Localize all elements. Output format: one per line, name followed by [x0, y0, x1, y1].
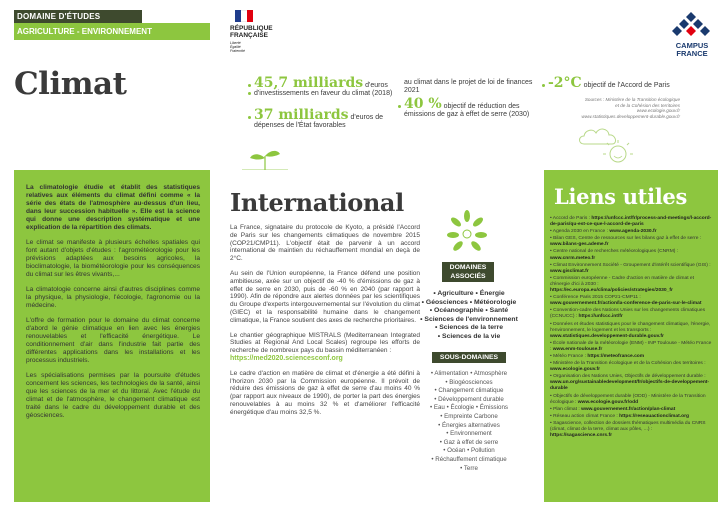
- link-url[interactable]: www.ecologie.gouv.fr/odd: [577, 399, 639, 405]
- stat-accord-paris: [548, 75, 678, 91]
- stat-depenses-suite: au climat dans le projet de loi de finances 2021: [404, 79, 533, 94]
- stat-text: objectif de l'Accord de Paris: [581, 82, 670, 89]
- link-item: [550, 236, 714, 248]
- field-tag: AGRICULTURE - ENVIRONNEMENT: [14, 23, 210, 40]
- list-item: • Empreinte Carbone: [440, 412, 498, 420]
- link-item: [550, 414, 714, 420]
- link-item: [550, 421, 714, 439]
- link-label: • Conférence Paris 2015 COP21-CMP11 :: [550, 295, 641, 301]
- link-item: [550, 216, 714, 228]
- stat-value: 37 milliards: [254, 107, 349, 123]
- cadre-action-paragraph: Le cadre d'action en matière de climat et d'énergie a été défini à l'horizon 2030 par la Commission européenne. Il prévoit de réduire des émissions de gaz à effet de serre d'au moins 40 % (par rapport aux niveaux de 1990), de porter la part des énergies renouvelables à au moins 32 % et d'améliorer l'efficacité énergétique d'au moins 32,5 %.: [230, 369, 420, 416]
- list-item: • Sciences de la terre: [434, 324, 504, 331]
- link-url[interactable]: www.cnrm.meteo.fr: [550, 255, 596, 261]
- link-url[interactable]: www.gouvernement.fr/action/plan-climat: [581, 406, 676, 412]
- stat-text: d'euros de dépenses de l'État favorables: [254, 114, 383, 129]
- disciplines-paragraph: La climatologie concerne ainsi d'autres disciplines comme la physique, la physiologie, l'écologie, l'agronomie ou la médecine.: [26, 286, 200, 309]
- liens-utiles-title: Liens utiles: [554, 184, 688, 209]
- stat-value: 45,7 milliards: [254, 75, 364, 91]
- domaines-associes-list: [412, 290, 526, 341]
- list-item: • Environnement: [446, 430, 492, 438]
- republique-francaise-logo: [230, 10, 290, 53]
- link-label: • Organisation des Nations Unies, Objectifs de développement durable :: [550, 374, 706, 380]
- list-item: • Gaz à effet de serre: [439, 438, 499, 446]
- link-url[interactable]: www.ecologie.gouv.fr: [550, 367, 600, 373]
- bullet-dot-icon: [398, 105, 401, 108]
- link-url[interactable]: https://unfccc.int/fr/process-and-meetings/l-accord-de-paris/qu-est-ce-que-l-accord-de-paris: [550, 216, 712, 228]
- stat-text: d'euros d'investissements en faveur du climat (2018): [254, 82, 393, 97]
- domaines-associes-label: DOMAINES ASSOCIÉS: [442, 262, 494, 282]
- link-label: • Climat Environnement Société - Groupement d'intérêt scientifique (GIS) :: [550, 262, 711, 268]
- liens-utiles-list: [550, 216, 714, 440]
- link-label: • Réseau action climat France :: [550, 413, 620, 419]
- link-label: • Centre national de recherches météorologiques (CNRM) :: [550, 249, 679, 255]
- international-body: [230, 224, 420, 424]
- list-item: • Océanographie • Santé: [429, 307, 509, 314]
- list-item: • Eau • Écologie • Émissions: [429, 404, 509, 412]
- stat-reduction: [404, 96, 542, 119]
- link-url[interactable]: www.statistiques.developpement-durable.gouv.fr: [550, 333, 664, 339]
- link-item: [550, 249, 714, 261]
- bullet-dot-icon: [542, 84, 545, 87]
- link-url[interactable]: www.bilans-ges.ademe.fr: [550, 242, 609, 248]
- link-label: • Convention-cadre des Nations Unies sur les changements climatiques (CCNUCC) :: [550, 308, 706, 320]
- mistrals-text: Le chantier géographique MISTRALS (Mediterranean Integrated Studies at Regional And Local Scales) regroupe les efforts de recherche de nombreux pays du bassin méditerranéen :: [230, 331, 420, 355]
- page-title: Climat: [14, 66, 127, 102]
- link-item: [550, 394, 714, 406]
- link-label: • École nationale de la météorologie (ENM) - INP Toulouse - Météo France :: [550, 340, 712, 352]
- list-item: • Sciences de la vie: [437, 332, 501, 340]
- link-url[interactable]: https://ec.europa.eu/clima/policies/strategies/2030_fr: [550, 288, 673, 294]
- leaves-icon: [446, 208, 488, 254]
- link-item: [550, 407, 714, 413]
- link-label: • Commission européenne - Cadre d'action en matière de climat et d'énergie d'ici à 2030 :: [550, 275, 695, 287]
- liens-utiles-panel: [544, 170, 718, 502]
- mistrals-paragraph: [230, 332, 420, 363]
- link-url[interactable]: https://meteofrance.com: [587, 353, 645, 359]
- list-item: • Océan • Pollution: [443, 447, 495, 455]
- intro-paragraph: La climatologie étudie et établit des statistiques relatives aux éléments du climat défini comme « la série des états de l'atmosphère au-dessus d'un lieu, dans leur succession habituelle ». Elle est la science qui donne une description systématique et une explication de la répartition des climats.: [26, 184, 200, 231]
- list-item: • Sciences de l'environnement: [420, 315, 518, 323]
- link-label: • Plan climat :: [550, 406, 582, 412]
- domaine-tag: DOMAINE D'ÉTUDES: [14, 10, 142, 23]
- formation-paragraph: L'offre de formation pour le domaine du climat concerne d'abord le génie climatique en lien avec les énergies renouvelables et l'efficacité énergétique. Le conditionnement d'air dans l'industrie fait partie des différentes applications dans les installations et les processus industriels.: [26, 317, 200, 364]
- link-item: [550, 308, 714, 320]
- link-item: [550, 341, 714, 353]
- link-url[interactable]: www.un.org/sustainabledevelopment/fr/objectifs-de-developpement-durable: [550, 380, 710, 392]
- rf-name: RÉPUBLIQUE FRANÇAISE: [230, 25, 273, 39]
- specialisations-paragraph: Les spécialisations permises par la poursuite d'études concernent les sciences, les technologies de la santé, ainsi que les sciences de la mer et du littoral. Avec l'étude du climat et de l'atmosphère, le changement climatique est traité dans le cadre du développement durable et des géosciences.: [26, 372, 200, 419]
- list-item: • Développement durable: [434, 395, 504, 403]
- link-item: [550, 276, 714, 294]
- link-label: • Sagascience, collection de dossiers thématiques multimédia du CNRS (climat, climat de la terre, climat aux pôles, ...) :: [550, 420, 706, 432]
- stat-text: objectif de réduction des émissions de gaz à effet de serre (2030): [404, 103, 530, 118]
- stat-depenses: [254, 107, 402, 130]
- link-label: • Objectifs de développement durable (ODD) - Ministère de la Transition écologique :: [550, 393, 706, 405]
- bullet-dot-icon: [248, 84, 251, 87]
- ue-paragraph: Au sein de l'Union européenne, la France défend une position ambitieuse, axée sur un objectif de -40 % d'émissions de gaz à effet de serre en 2030, puis de -60 % en 2040 (par rapport à 1990). Afin de répondre aux alertes données par les scientifiques du Groupe d'experts intergouvernemental sur l'évolution du climat (GIEC) et la responsabilité humaine dans le changement climatique, la France soutient des axes de recherche prioritaires.: [230, 269, 420, 324]
- bullet-dot-icon: [248, 116, 251, 119]
- link-url[interactable]: www.enm-toulouse.fr: [552, 346, 603, 352]
- list-item: • Alimentation • Atmosphère: [430, 370, 508, 377]
- list-item: • Changement climatique: [434, 387, 504, 395]
- link-label: • Données et études statistiques pour le changement climatique, l'énergie, l'environnement, le logement et les transports :: [550, 321, 711, 333]
- stat-investissements: [254, 75, 402, 98]
- list-item: • Réchauffement climatique: [431, 455, 507, 463]
- list-item: • Agriculture • Énergie: [433, 290, 505, 297]
- link-url[interactable]: www.agenda-2030.fr: [609, 229, 657, 235]
- link-url[interactable]: https://unfccc.int/fr: [578, 314, 623, 320]
- bullet-dot-icon: [248, 92, 251, 95]
- med2020-link[interactable]: https://med2020.sciencesconf.org: [230, 354, 343, 362]
- kyoto-paragraph: La France, signataire du protocole de Kyoto, a présidé l'Accord de Paris sur les changements climatiques de novembre 2015 (COP21/CMP11). L'objectif était de parvenir à un accord international de maintien du réchauffement mondial en deçà de 2°C.: [230, 224, 420, 263]
- link-url[interactable]: https://sagascience.cnrs.fr: [550, 433, 612, 439]
- climatologie-description-panel: [14, 170, 210, 502]
- link-item: [550, 354, 714, 360]
- link-url[interactable]: www.gisclimat.fr: [550, 268, 589, 274]
- echelles-paragraph: Le climat se manifeste à plusieurs échelles spatiales qui font autant d'objets d'études : l'agrométéorologie pour les prévisions adaptées aux besoins agricoles, la bioclimatologie, la biométéorologie pour les conséquences du climat sur les êtres vivants,...: [26, 239, 200, 278]
- campus-france-name: CAMPUS FRANCE: [675, 41, 709, 58]
- link-item: [550, 322, 714, 340]
- list-item: • Terre: [460, 464, 478, 472]
- link-url[interactable]: https://reseauactionclimat.org: [619, 413, 689, 419]
- stats-sources: Sources : Ministère de la Transition écologique et de la Cohésion des territoires www.ecologie.gouv.fr www.statistiques.developpement-durable.gouv.fr: [581, 97, 680, 119]
- rf-motto: Liberté Égalité Fraternité: [230, 41, 245, 53]
- list-item: • Géosciences • Météorologie: [421, 298, 517, 306]
- plant-sprout-icon: [240, 146, 290, 170]
- link-item: [550, 229, 714, 235]
- list-item: • Biogéosciences: [445, 378, 493, 386]
- international-title: International: [230, 188, 404, 217]
- sun-icon: [598, 132, 638, 172]
- list-item: • Énergies alternatives: [438, 421, 500, 429]
- link-label: • Ministère de la Transition écologique et de la Cohésion des territoires :: [550, 361, 706, 367]
- link-label: • Météo France :: [550, 353, 588, 359]
- stat-value: -2°C: [548, 75, 582, 91]
- link-url[interactable]: www.gouvernement.fr/action/la-conference-de-paris-sur-le-climat: [550, 301, 702, 307]
- link-label: • Bilan GES, Centre de ressources sur les bilans gaz à effet de serre :: [550, 236, 702, 242]
- link-item: [550, 295, 714, 307]
- link-label: • Accord de Paris :: [550, 216, 592, 221]
- link-item: [550, 374, 714, 392]
- sous-domaines-list: [412, 370, 526, 473]
- link-item: [550, 361, 714, 373]
- link-label: • Agenda 2030 en France :: [550, 229, 610, 235]
- stat-value: 40 %: [404, 96, 442, 112]
- french-flag-icon: [235, 10, 253, 22]
- link-item: [550, 263, 714, 275]
- sous-domaines-label: SOUS-DOMAINES: [432, 352, 506, 363]
